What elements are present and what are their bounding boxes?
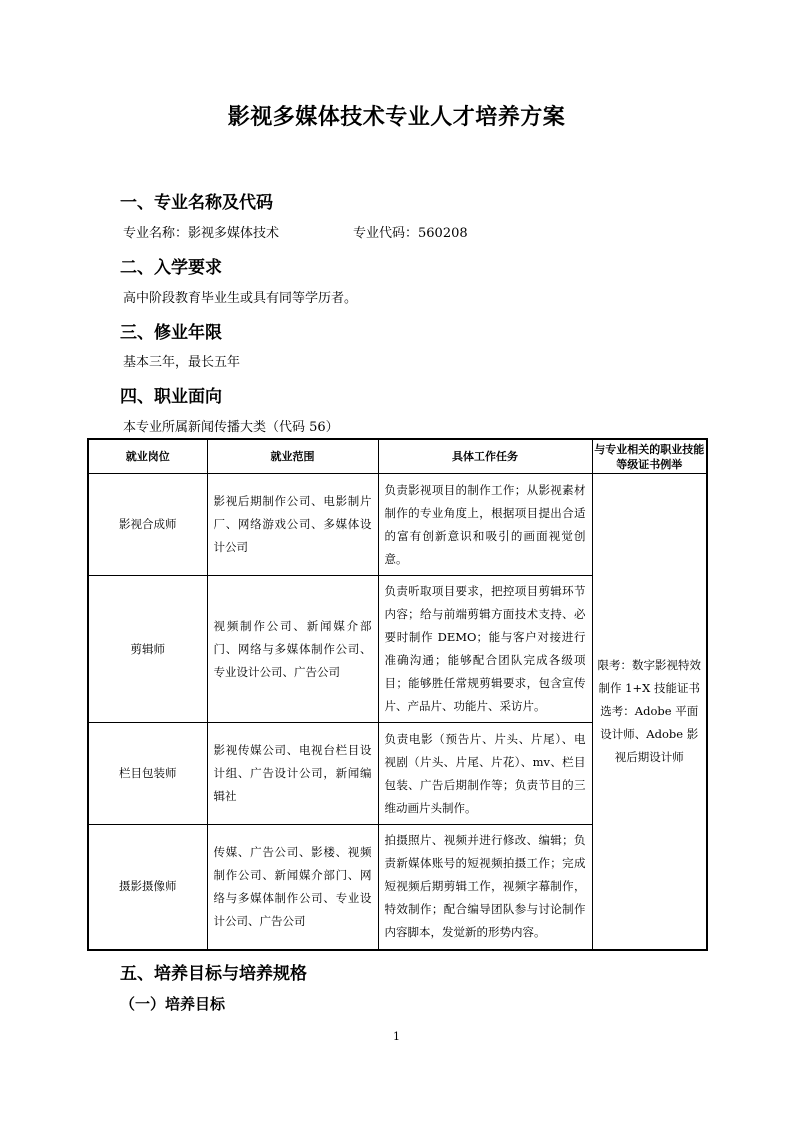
section-heading-name-code: 一、专业名称及代码 xyxy=(120,193,273,213)
post-cell: 影视合成师 xyxy=(88,474,207,576)
subsection-heading-goals: （一）培养目标 xyxy=(120,995,226,1013)
cert-cell xyxy=(592,474,707,950)
scope-cell: 传媒、广告公司、影楼、视频制作公司、新闻媒介部门、网络与多媒体制作公司、专业设计公司、广告公司 xyxy=(207,825,378,950)
cert-required: 限考：数字影视特效制作 1+X 技能证书 xyxy=(597,657,701,695)
post-cell: 剪辑师 xyxy=(88,576,207,723)
scope-cell: 影视传媒公司、电视台栏目设计组、广告设计公司，新闻编辑社 xyxy=(207,723,378,825)
section-heading-duration: 三、修业年限 xyxy=(120,323,222,343)
career-table xyxy=(87,438,708,951)
scope-cell: 影视后期制作公司、电影制片厂、网络游戏公司、多媒体设计公司 xyxy=(207,474,378,576)
section-heading-goals: 五、培养目标与培养规格 xyxy=(120,964,307,984)
post-cell: 摄影摄像师 xyxy=(88,825,207,950)
header-cert: 与专业相关的职业技能等级证书例举 xyxy=(592,439,707,474)
career-intro-text: 本专业所属新闻传播大类（代码 56） xyxy=(123,420,339,435)
task-cell: 负责听取项目要求，把控项目剪辑环节内容；给与前端剪辑方面技术支持、必要时制作 DEMO；能与客户对接进行准确沟通；能够配合团队完成各级项目；能够胜任常规剪辑要求，包含宣传片、产品片、功能片、采访片。 xyxy=(378,576,592,723)
cert-optional: 选考：Adobe 平面设计师、Adobe 影视后期设计师 xyxy=(600,703,699,764)
major-code-text: 专业代码：560208 xyxy=(353,226,468,241)
task-cell: 负责电影（预告片、片头、片尾）、电视剧（片头、片尾、片花）、mv、栏目包装、广告后期制作等；负责节目的三维动画片头制作。 xyxy=(378,723,592,825)
header-task: 具体工作任务 xyxy=(378,439,592,474)
admission-text: 高中阶段教育毕业生或具有同等学历者。 xyxy=(123,291,358,306)
career-table-header-row xyxy=(88,439,707,474)
task-cell: 拍摄照片、视频并进行修改、编辑；负责新媒体账号的短视频拍摄工作；完成短视频后期剪辑工作，视频字幕制作，特效制作；配合编导团队参与讨论制作内容脚本，发觉新的形势内容。 xyxy=(378,825,592,950)
header-scope: 就业范围 xyxy=(207,439,378,474)
post-cell: 栏目包装师 xyxy=(88,723,207,825)
header-post: 就业岗位 xyxy=(88,439,207,474)
page-number: 1 xyxy=(393,1030,400,1043)
duration-text: 基本三年，最长五年 xyxy=(123,355,241,370)
table-row xyxy=(88,474,707,576)
section-heading-career: 四、职业面向 xyxy=(120,387,222,407)
major-name-text: 专业名称：影视多媒体技术 xyxy=(123,226,280,241)
task-cell: 负责影视项目的制作工作；从影视素材制作的专业角度上，根据项目提出合适的富有创新意识和吸引的画面视觉创意。 xyxy=(378,474,592,576)
section-heading-admission: 二、入学要求 xyxy=(120,258,222,278)
major-info-line xyxy=(123,222,468,241)
scope-cell: 视频制作公司、新闻媒介部门、网络与多媒体制作公司、专业设计公司、广告公司 xyxy=(207,576,378,723)
document-title: 影视多媒体技术专业人才培养方案 xyxy=(227,105,566,130)
